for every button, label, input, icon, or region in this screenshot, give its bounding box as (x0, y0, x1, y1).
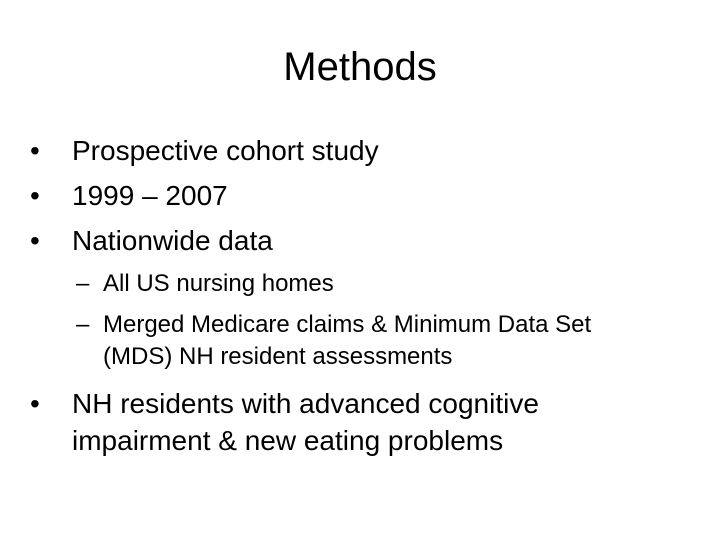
sub-bullet-marker: – (76, 270, 90, 297)
bullet-prospective-cohort: Prospective cohort study (72, 135, 379, 166)
sub-bullet-us-nursing-homes: All US nursing homes (103, 270, 334, 297)
sub-bullet-marker: – (76, 311, 90, 338)
bullet-nationwide-data: Nationwide data (72, 225, 273, 256)
bullet-marker: • (30, 388, 40, 419)
sub-bullet-merged-claims-continued: (MDS) NH resident assessments (103, 343, 453, 370)
slide-title: Methods (283, 45, 437, 89)
bullet-date-range: 1999 – 2007 (72, 180, 228, 211)
bullet-nh-residents-continued: impairment & new eating problems (72, 425, 504, 456)
bullet-marker: • (30, 225, 40, 256)
bullet-marker: • (30, 180, 40, 211)
bullet-nh-residents: NH residents with advanced cognitive (72, 388, 539, 419)
bullet-marker: • (30, 135, 40, 166)
sub-bullet-merged-claims: Merged Medicare claims & Minimum Data Set (103, 311, 592, 338)
